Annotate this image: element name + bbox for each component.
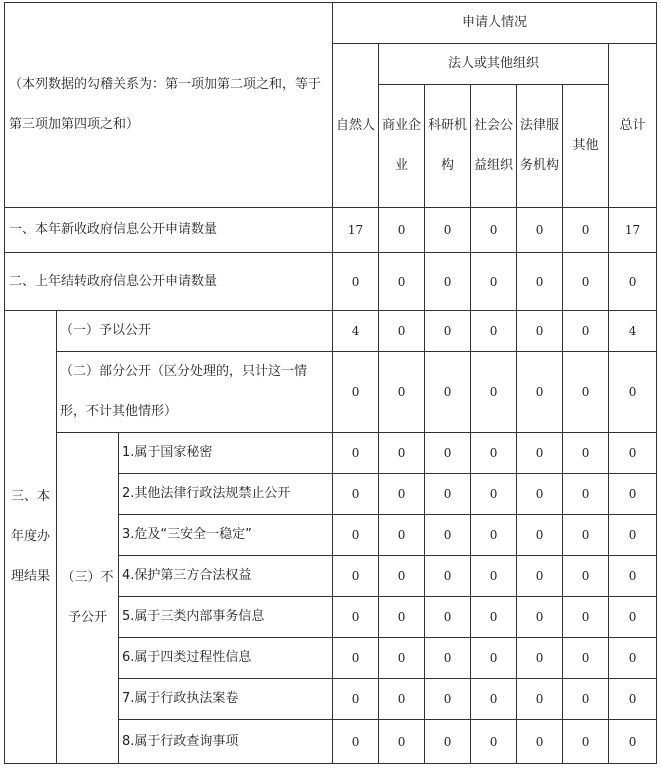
item-disclosed-value: 0 [425,311,471,352]
sub-item-value: 0 [333,638,379,679]
sub-item-value: 0 [379,515,425,556]
sub-item-value: 0 [609,433,657,474]
sub-item-value: 0 [563,556,609,597]
row-carried-over-value: 0 [563,253,609,311]
sub-item-value: 0 [563,720,609,764]
row-carried-over-value: 0 [471,253,517,311]
sub-item-value: 0 [425,679,471,720]
sub-item-value: 0 [517,556,563,597]
header-total: 总计 [609,44,657,208]
item-disclosed-value: 4 [333,311,379,352]
item-disclosed-value: 0 [517,311,563,352]
row-new-applications-value: 0 [563,208,609,253]
sub-item-value: 0 [471,515,517,556]
row-new-applications-value: 0 [379,208,425,253]
row-carried-over-value: 0 [425,253,471,311]
sub-item-value: 0 [609,474,657,515]
item-partial-value: 0 [609,352,657,433]
sub-item-value: 0 [609,515,657,556]
item-disclosed-label: （一）予以公开 [57,311,333,352]
header-research: 科研机构 [425,85,471,208]
item-not-disclosed-label: （三）不予公开 [57,433,119,764]
item-disclosed-value: 0 [563,311,609,352]
item-partial-value: 0 [563,352,609,433]
sub-item-label: 4.保护第三方合法权益 [119,556,333,597]
row-new-applications-value: 0 [517,208,563,253]
sub-item-value: 0 [563,638,609,679]
sub-item-value: 0 [563,474,609,515]
sub-item-value: 0 [609,638,657,679]
row-carried-over-label: 二、上年结转政府信息公开申请数量 [5,253,333,311]
sub-item-value: 0 [379,638,425,679]
header-applicant: 申请人情况 [333,3,657,44]
header-natural-person: 自然人 [333,44,379,208]
sub-item-label: 8.属于行政查询事项 [119,720,333,764]
sub-item-value: 0 [563,433,609,474]
sub-item-value: 0 [471,720,517,764]
sub-item-value: 0 [333,556,379,597]
header-legal-service: 法律服务机构 [517,85,563,208]
sub-item-value: 0 [425,638,471,679]
sub-item-value: 0 [609,679,657,720]
sub-item-value: 0 [563,515,609,556]
item-partial-value: 0 [517,352,563,433]
sub-item-value: 0 [425,720,471,764]
sub-item-value: 0 [471,474,517,515]
sub-item-value: 0 [379,720,425,764]
sub-item-value: 0 [517,597,563,638]
row-carried-over-value: 0 [517,253,563,311]
sub-item-value: 0 [379,679,425,720]
sub-item-value: 0 [609,597,657,638]
sub-item-value: 0 [563,597,609,638]
sub-item-value: 0 [517,720,563,764]
sub-item-value: 0 [517,474,563,515]
sub-item-value: 0 [379,433,425,474]
item-partial-label: （二）部分公开（区分处理的，只计这一情形，不计其他情形） [57,352,333,433]
row-new-applications-value: 17 [333,208,379,253]
info-disclosure-table [4,2,657,764]
sub-item-value: 0 [517,638,563,679]
row-new-applications-value: 17 [609,208,657,253]
row-new-applications-value: 0 [425,208,471,253]
sub-item-value: 0 [471,433,517,474]
sub-item-value: 0 [517,679,563,720]
item-disclosed-value: 4 [609,311,657,352]
sub-item-label: 2.其他法律行政法规禁止公开 [119,474,333,515]
sub-item-value: 0 [333,597,379,638]
header-social: 社会公益组织 [471,85,517,208]
sub-item-value: 0 [425,474,471,515]
sub-item-value: 0 [563,679,609,720]
sub-item-value: 0 [471,556,517,597]
sub-item-value: 0 [333,720,379,764]
header-commercial: 商业企业 [379,85,425,208]
sub-item-value: 0 [471,638,517,679]
header-other: 其他 [563,85,609,208]
row-carried-over-value: 0 [379,253,425,311]
row-new-applications-label: 一、本年新收政府信息公开申请数量 [5,208,333,253]
sub-item-value: 0 [425,556,471,597]
sub-item-value: 0 [609,556,657,597]
sub-item-value: 0 [379,597,425,638]
sub-item-label: 5.属于三类内部事务信息 [119,597,333,638]
sub-item-value: 0 [517,515,563,556]
sub-item-value: 0 [333,679,379,720]
sub-item-value: 0 [379,474,425,515]
sub-item-value: 0 [609,720,657,764]
sub-item-label: 3.危及“三安全一稳定” [119,515,333,556]
sub-item-value: 0 [333,474,379,515]
row-carried-over-value: 0 [609,253,657,311]
sub-item-value: 0 [517,433,563,474]
item-disclosed-value: 0 [379,311,425,352]
item-partial-value: 0 [379,352,425,433]
header-note: （本列数据的勾稽关系为：第一项加第二项之和，等于第三项加第四项之和） [5,3,333,208]
header-legal-group: 法人或其他组织 [379,44,609,85]
sub-item-value: 0 [471,597,517,638]
sub-item-value: 0 [425,597,471,638]
item-partial-value: 0 [471,352,517,433]
section-results-label: 三、本年度办理结果 [5,311,57,764]
item-disclosed-value: 0 [471,311,517,352]
sub-item-value: 0 [379,556,425,597]
sub-item-value: 0 [333,515,379,556]
sub-item-value: 0 [425,433,471,474]
row-new-applications-value: 0 [471,208,517,253]
item-partial-value: 0 [425,352,471,433]
sub-item-value: 0 [425,515,471,556]
sub-item-label: 7.属于行政执法案卷 [119,679,333,720]
sub-item-label: 1.属于国家秘密 [119,433,333,474]
item-partial-value: 0 [333,352,379,433]
sub-item-value: 0 [471,679,517,720]
row-carried-over-value: 0 [333,253,379,311]
sub-item-label: 6.属于四类过程性信息 [119,638,333,679]
sub-item-value: 0 [333,433,379,474]
